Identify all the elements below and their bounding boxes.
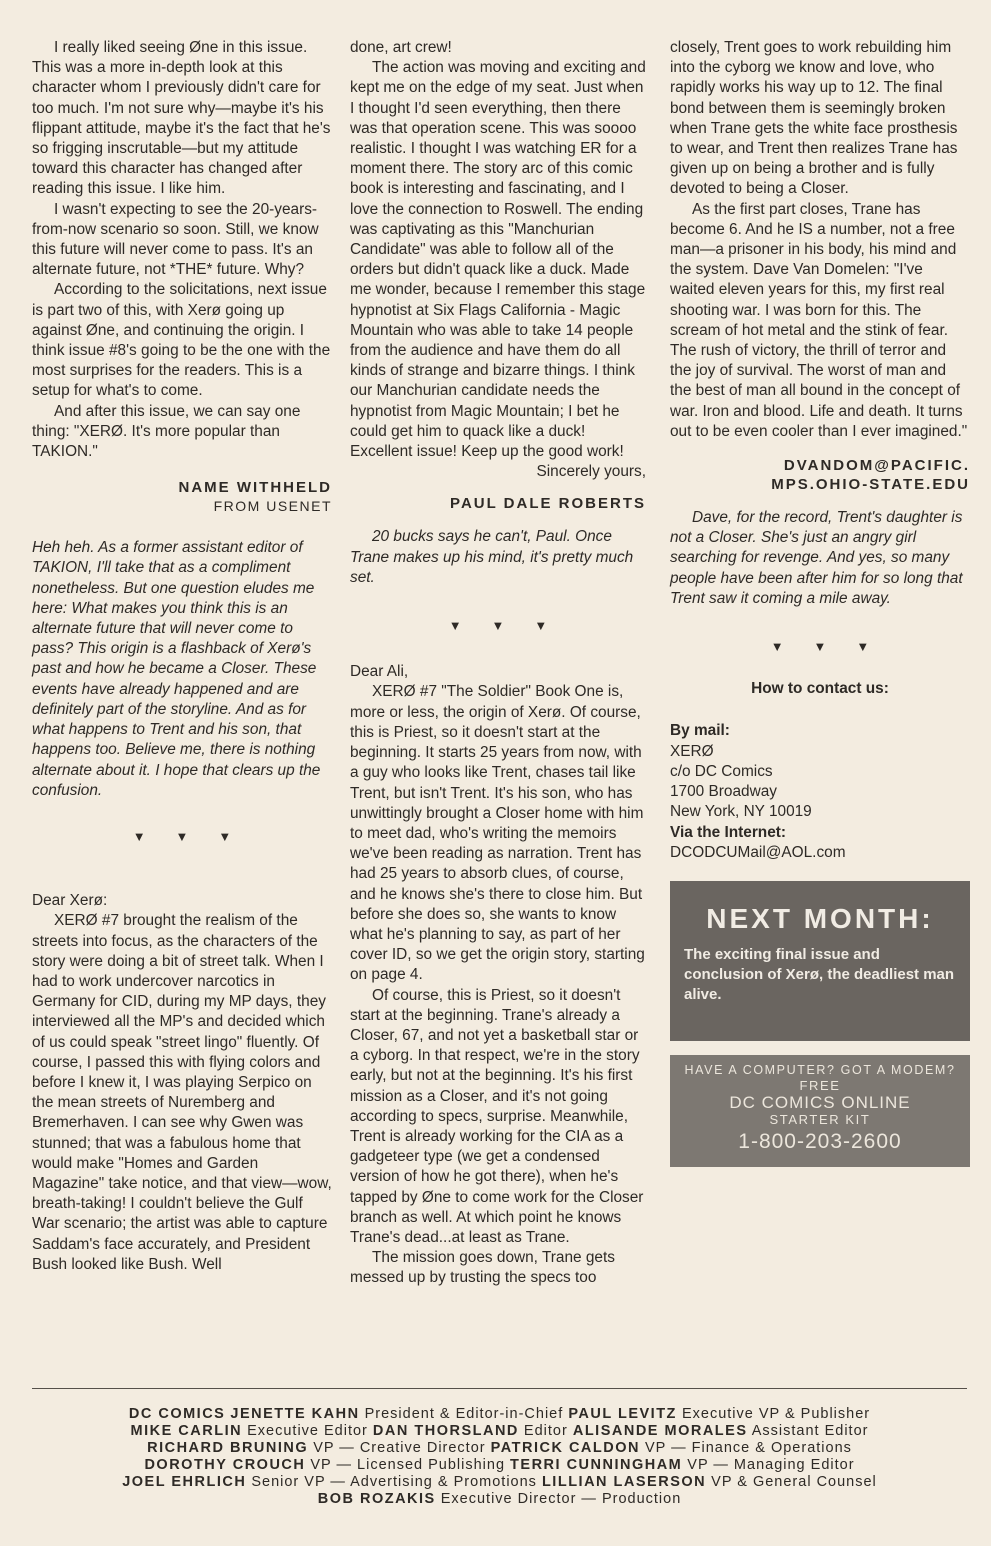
credit-title: President & Editor-in-Chief — [364, 1406, 564, 1422]
credit-title: VP — Finance & Operations — [645, 1440, 852, 1456]
letter-1-signature — [32, 478, 332, 516]
credit-name: JOEL EHRLICH — [122, 1474, 247, 1490]
credit-name: DOROTHY CROUCH — [144, 1457, 306, 1473]
credits-line — [32, 1474, 967, 1491]
credits-line — [32, 1457, 967, 1474]
section-divider: ▼▼▼ — [770, 639, 900, 655]
online-promo-box — [670, 1055, 970, 1167]
credit-name: PAUL LEVITZ — [568, 1406, 677, 1422]
credit-name: RICHARD BRUNING — [147, 1440, 309, 1456]
next-month-text: The exciting final issue and conclusion of Xerø, the deadliest man alive. — [684, 945, 955, 1003]
letter-paragraph: The action was moving and exciting and kept me on the edge of my seat. Just when I thought I'd seen everything, then there was that operation scene. This was soooo realistic. I thought I was watching ER for a moment there. The story arc of this comic book is interesting and fascinating, and I love the connection to Roswell. The ending was captivating as this "Manchurian Candidate" was able to follow all of the orders but didn't quack like a duck. Made me wonder, because I remember this stage hypnotist at Six Flags California - Magic Mountain who was able to take 14 people from the audience and have them do all kinds of strange and bizarre things. I think our Manchurian candidate needs the hypnotist from Magic Mountain; I bet he could get him to quack like a duck! Excellent issue! Keep up the good work! — [350, 59, 646, 461]
credit-name: JENETTE KAHN — [230, 1406, 360, 1422]
credits-line — [32, 1423, 967, 1440]
next-month-title: NEXT MONTH: — [706, 902, 934, 934]
letter-paragraph: XERØ #7 brought the realism of the streets into focus, as the characters of the story were doing a bit of street talk. When I had to work undercover narcotics in Germany for CID, during my MP days, they interviewed all the MP's and decided which of us could speak "street lingo" fluently. Of course, I passed this with flying colors and before I knew it, I was playing Serpico on the mean streets of Nuremberg and Bremerhaven. I can see why Gwen was stunned; that was a fabulous home that would make "Homes and Garden Magazine" take notice, and that view—wow, breath-taking! I couldn't believe the Gulf War scenario; the artist was able to capture Saddam's face accurately, and President Bush looked like Bush. Well — [32, 912, 332, 1273]
letters-column-3 — [670, 38, 970, 1167]
credit-title: VP — Managing Editor — [687, 1457, 855, 1473]
contact-email: DCODCUMail@AOL.com — [670, 843, 846, 861]
letter-3-continued — [670, 38, 970, 442]
credits-divider — [32, 1388, 967, 1389]
promo-phone: 1-800-203-2600 — [738, 1129, 902, 1153]
letter-3 — [350, 662, 646, 1288]
credit-title: VP — Creative Director — [313, 1440, 486, 1456]
letter-paragraph: closely, Trent goes to work rebuilding him into the cyborg we know and love, who rapidly works his way up to 12. The final bond between them is seemingly broken when Trane gets the white face prosthesis to wear, and Trent then realizes Trane has given up on being a brother and is fully devoted to being a Closer. — [670, 39, 958, 198]
signature-name: NAME WITHHELD — [178, 479, 332, 497]
editor-reply-1 — [32, 538, 332, 801]
letter-paragraph: I really liked seeing Øne in this issue. This was a more in-depth look at this character whom I previously didn't care for too much. I'm not sure why—maybe it's his flippant attitude, maybe it's the fact that he's so frigging inscrutable—but my attitude toward this character has changed after reading this issue. I like him. — [32, 39, 331, 198]
editor-reply-2 — [350, 527, 646, 588]
contact-info — [670, 679, 970, 863]
letter-paragraph: Of course, this is Priest, so it doesn't start at the beginning. Trane's already a Closer, 67, and not yet a basketball star or a cyborg. In that respect, we're in the story early, but not at the beginning. It's his first mission as a Closer, and it's not going according to specs, surprise. Meanwhile, Trent is already working for the CIA as a gadgeteer type (we get a condensed version of how he got there), when he's tapped by Øne to come work for the Closer branch as well. At which point he knows Trane's dead...at least as Trane. — [350, 986, 644, 1246]
letters-column-1 — [32, 38, 332, 1275]
signature-source: FROM USENET — [213, 498, 332, 515]
mail-label: By mail: — [670, 722, 730, 740]
credit-name: ALISANDE MORALES — [572, 1423, 748, 1439]
section-divider: ▼▼▼ — [132, 828, 262, 844]
credit-title: Editor — [523, 1423, 568, 1439]
credit-title: Executive Editor — [247, 1423, 368, 1439]
promo-free: FREE — [799, 1077, 841, 1093]
credit-title: Assistant Editor — [751, 1423, 869, 1439]
credit-name: MIKE CARLIN — [130, 1423, 243, 1439]
letter-paragraph: XERØ #7 "The Soldier" Book One is, more or less, the origin of Xerø. Of course, this is Priest, so it doesn't start at the beginning. It starts 25 years from now, with a guy who looks like Trent, chases tail like Trent, but isn't Trent. It's his son, who has unwittingly brought a Closer home with him to meet dad, who's writing the memoirs we've been reading as narration. Trent has had 25 years to absorb clues, of course, and he knows she's there to close him. But before she does so, she wants to know what he's planning to say, as part of her cover ID, so we get the origin story, starting on page 4. — [350, 683, 645, 984]
credit-name: TERRI CUNNINGHAM — [510, 1457, 683, 1473]
signature-line: MPS.OHIO-STATE.EDU — [771, 476, 970, 494]
letter-paragraph: As the first part closes, Trane has become 6. And he IS a number, not a free man—a prisoner in his body, his mind and the system. Dave Van Domelen: "I've waited eleven years for this, my first real shooting war. I was born for this. The scream of hot metal and the stink of fear. The rush of victory, the thrill of terror and the joy of survival. The worst of man and the best of man all bound in the concept of war. Iron and blood. Life and death. It turns out to be even cooler than I ever imagined." — [670, 200, 968, 440]
credit-title: VP — Licensed Publishing — [310, 1457, 506, 1473]
credit-name: DC COMICS — [128, 1406, 226, 1422]
credits-line — [32, 1406, 967, 1423]
contact-heading: How to contact us: — [751, 680, 889, 698]
credit-name: LILLIAN LASERSON — [541, 1474, 707, 1490]
letter-salutation: Dear Xerø: — [32, 892, 108, 910]
next-month-box — [670, 881, 970, 1041]
letter-paragraph: I wasn't expecting to see the 20-years-from-now scenario so soon. Still, we know this future will never come to pass. It's an alternate future, not *THE* future. Why? — [32, 200, 319, 279]
letter-paragraph: The mission goes down, Trane gets messed up by trusting the specs too — [350, 1249, 615, 1287]
letter-paragraph: done, art crew! — [350, 39, 452, 56]
signature-line: DVANDOM@PACIFIC. — [783, 457, 970, 475]
reply-text: Dave, for the record, Trent's daughter is not a Closer. She's just an angry girl searching for revenge. And yes, so many people have been after him for so long that Trent saw it coming a mile away. — [670, 509, 963, 607]
letter-paragraph: And after this issue, we can say one thing: "XERØ. It's more popular than TAKION." — [32, 402, 301, 461]
editor-reply-3 — [670, 508, 970, 609]
internet-label: Via the Internet: — [670, 823, 787, 841]
letter-2-signature — [350, 494, 646, 513]
staff-credits — [32, 1406, 967, 1508]
letter-2-continued — [350, 38, 646, 482]
address-line: c/o DC Comics — [670, 762, 773, 780]
reply-text: 20 bucks says he can't, Paul. Once Trane makes up his mind, it's pretty much set. — [350, 528, 634, 586]
letter-3-signature — [670, 456, 970, 494]
credit-name: BOB ROZAKIS — [317, 1491, 436, 1507]
letter-2 — [32, 891, 332, 1275]
credits-line — [32, 1440, 967, 1457]
credit-title: Executive VP & Publisher — [681, 1406, 871, 1422]
letter-paragraph: According to the solicitations, next issue is part two of this, with Xerø going up against Øne, and continuing the origin. I think issue #8's going to be the one with the most surprises for the readers. This is a setup for what's to come. — [32, 281, 331, 400]
reply-text: Heh heh. As a former assistant editor of TAKION, I'll take that as a compliment nonetheless. But one question eludes me here: What makes you think this is an alternate future that will never come to pass? This origin is a flashback of Xerø's past and how he became a Closer. These events have already happened and are definitely part of the storyline. And as for what happens to Trent and his son, that happens too. Believe me, there is nothing alternate about it. I hope that clears up the confusion. — [32, 539, 321, 799]
letter-1 — [32, 38, 332, 462]
signature-name: PAUL DALE ROBERTS — [450, 495, 646, 513]
address-line: XERØ — [670, 742, 714, 760]
letters-column-2 — [350, 38, 646, 1289]
credits-line — [32, 1491, 967, 1508]
credit-title: Senior VP — Advertising & Promotions — [251, 1474, 537, 1490]
promo-title: DC COMICS ONLINE — [729, 1092, 911, 1112]
promo-subtitle: STARTER KIT — [769, 1111, 871, 1127]
section-divider: ▼▼▼ — [448, 618, 578, 634]
address-line: 1700 Broadway — [670, 783, 777, 801]
address-line: New York, NY 10019 — [670, 803, 812, 821]
credit-name: DAN THORSLAND — [372, 1423, 519, 1439]
credit-title: Executive Director — Production — [440, 1491, 682, 1507]
letter-closing: Sincerely yours, — [536, 463, 646, 481]
credit-title: VP & General Counsel — [711, 1474, 877, 1490]
promo-question: HAVE A COMPUTER? GOT A MODEM? — [684, 1062, 956, 1077]
letter-salutation: Dear Ali, — [350, 663, 409, 681]
credit-name: PATRICK CALDON — [490, 1440, 640, 1456]
